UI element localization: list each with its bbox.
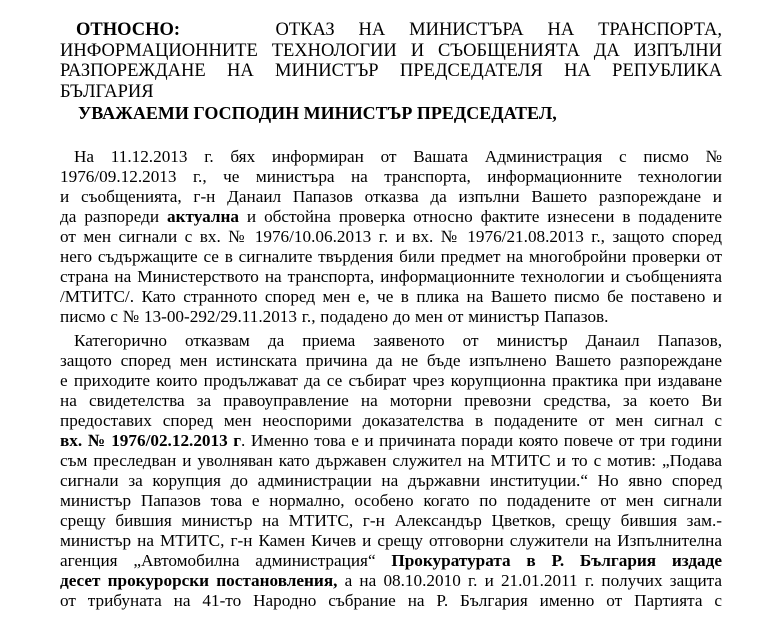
paragraph-1-line: На 11.12.2013 г. бях информиран от Вашата Администрация с писмо № (74, 147, 722, 166)
subject-text: ОТКАЗ НА МИНИСТЪРА НА ТРАНСПОРТА, ИНФОРМАЦИОННИТЕ ТЕХНОЛОГИИ И СЪОБЩЕНИЯТА ДА ИЗПЪЛНИ РАЗПОРЕЖДАНЕ НА МИНИСТЪР ПРЕДСЕДАТЕЛЯ НА РЕПУБЛИКА БЪЛГАРИЯ (60, 20, 722, 102)
paragraph-2-line: от трибуната на 41-то Народно събрание на Р. България именно от Партията с (60, 591, 722, 610)
paragraph-2-line: сигнали за корупция до администрации на държавни институции.“ Но явно според (60, 471, 722, 490)
text-run: . Именно това е и причината поради която повече от три години (241, 431, 723, 450)
paragraph-2-line (60, 431, 722, 451)
paragraph-2-line: министър на МТИТС, г-н Камен Кичев и срещу отговорни служители на Изпълнителна (60, 531, 722, 550)
paragraph-2-line (60, 571, 722, 591)
paragraph-1-line: от мен сигнали с вх. № 1976/10.06.2013 г. и вх. № 1976/21.08.2013 г., защото според (60, 227, 722, 246)
subject-block (60, 20, 722, 102)
paragraph-2-line: срещу бившия министър на МТИТС, г-н Александър Цветков, срещу бившия зам.- (60, 511, 722, 530)
bold-text-run: актуална (167, 207, 239, 226)
paragraph-2-line: защото според мен истинската причина да не бъде изпълнено Вашето разпореждане (60, 351, 722, 370)
cut-off-top-line (0, 0, 760, 4)
paragraph-2-line: предоставих според мен неоспорими доказателства в подадените от мен сигнал с (60, 411, 722, 430)
paragraph-1-line: писмо с № 13-00-292/29.11.2013 г., подадено до мен от министър Папазов. (60, 307, 609, 326)
salutation: УВАЖАЕМИ ГОСПОДИН МИНИСТЪР ПРЕДСЕДАТЕЛ, (78, 103, 557, 123)
paragraph-1-line: него съдържащите се в сигналите твърдения били предмет на многобройни проверки от (60, 247, 722, 266)
text-run: а на 08.10.2010 г. и 21.01.2011 г. получих защита (337, 571, 722, 590)
paragraph-2-line: е приходите които продължават да се събират чрез корупционна практика при издаване (60, 371, 722, 390)
bold-text-run: десет прокурорски постановления, (60, 571, 338, 590)
subject-label: ОТНОСНО: (76, 20, 181, 40)
paragraph-2-line (60, 551, 722, 571)
paragraph-1-line: /МТИТС/. Като странното според мен е, че в плика на Вашето писмо бе поставено и (60, 287, 722, 306)
paragraph-2-line: министър Папазов това е нормално, особено когато по подадените от мен сигнали (60, 491, 722, 510)
bold-text-run: вх. № 1976/02.12.2013 г (60, 431, 242, 450)
paragraph-2-line: съм преследван и уволняван като държавен служител на МТИТС и то с мотив: „Подава (60, 451, 722, 470)
paragraph-1-line (60, 207, 722, 227)
paragraph-1-line: 1976/09.12.2013 г., че министъра на транспорта, информационните технологии (60, 167, 722, 186)
paragraph-2-line: Категорично отказвам да приема заявеното от министър Данаил Папазов, (74, 331, 722, 350)
text-run: да разпореди (60, 207, 168, 226)
paragraph-1-line: и съобщенията, г-н Данаил Папазов отказва да изпълни Вашето разпореждане и (60, 187, 722, 206)
paragraph-1-line: страна на Министерството на транспорта, информационните технологии и съобщенията (60, 267, 722, 286)
paragraph-2-line: на свидетелства за правоуправление на моторни превозни средства, за което Ви (60, 391, 722, 410)
bold-text-run: Прокуратурата в Р. България издаде (391, 551, 722, 570)
text-run: агенция „Автомобилна администрация“ (60, 551, 392, 570)
text-run: и обстойна проверка относно фактите изнесени в подадените (238, 207, 722, 226)
